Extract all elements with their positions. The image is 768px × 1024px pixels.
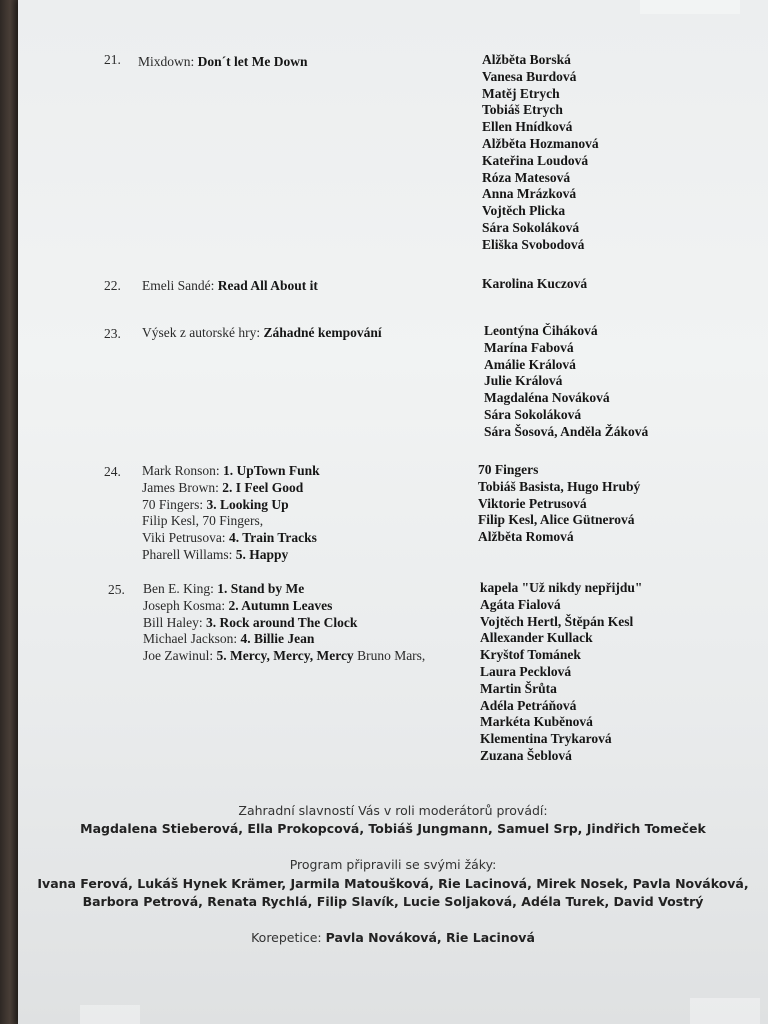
piece-line <box>142 497 320 514</box>
tape-strip <box>80 1005 140 1024</box>
performer-name: Magdaléna Nováková <box>484 390 610 406</box>
piece-line <box>143 631 425 648</box>
performer-name: Alžběta Borská <box>482 52 571 67</box>
performer-name: kapela "Už nikdy nepřijdu" <box>480 580 643 595</box>
performer-list <box>480 580 642 765</box>
piece-title: 3. Looking Up <box>206 496 289 512</box>
piece-line <box>142 463 320 480</box>
performer-name: Tobiáš Basista, Hugo Hrubý <box>478 478 641 494</box>
piece-title: 1. Stand by Me <box>217 581 305 596</box>
item-number: 22. <box>104 278 121 293</box>
piece-title: 4. Billie Jean <box>240 631 315 647</box>
performer-name: Amálie Králová <box>484 356 576 372</box>
piece-composer: Bill Haley: <box>143 614 206 630</box>
performer-name: Agáta Fialová <box>480 596 561 612</box>
performer-list <box>484 323 648 441</box>
piece-composer: Mixdown: <box>138 54 198 69</box>
performer-name: Allexander Kullack <box>480 630 593 646</box>
teachers-names-line1: Ivana Ferová, Lukáš Hynek Krämer, Jarmila Matoušková, Rie Lacinová, Mirek Nosek, Pavla Nováková, <box>37 876 749 891</box>
piece-composer: Výsek z autorské hry: <box>142 325 264 340</box>
piece-title: 5. Mercy, Mercy, Mercy <box>216 648 354 664</box>
piece-list <box>142 463 320 564</box>
teachers-label: Program připravili se svými žáky: <box>289 857 497 872</box>
korepetice-line <box>18 929 768 946</box>
piece-composer: 70 Fingers: <box>142 496 207 512</box>
performer-name: Anna Mrázková <box>482 186 577 202</box>
performer-list <box>478 462 640 546</box>
piece-line <box>142 530 320 547</box>
performer-name: Vanesa Burdová <box>482 68 577 84</box>
performer-name: Laura Pecklová <box>480 663 572 679</box>
performer-name: Sára Šosová, Anděla Žáková <box>484 423 649 439</box>
performer-name: Adéla Petráňová <box>480 697 577 713</box>
performer-name: Filip Kesl, Alice Gütnerová <box>478 512 635 528</box>
piece-composer: Emeli Sandé: <box>142 278 218 293</box>
piece-list <box>143 581 425 665</box>
performer-name: 70 Fingers <box>478 462 539 477</box>
performer-name: Tobiáš Etrych <box>482 102 563 118</box>
piece-line <box>138 54 308 70</box>
piece-composer: James Brown: <box>142 479 223 495</box>
performer-name: Marína Fabová <box>484 339 574 355</box>
piece-title: 5. Happy <box>235 546 289 562</box>
piece-title: Read All About it <box>217 278 318 293</box>
performer-name: Alžběta Hozmanová <box>482 135 599 151</box>
piece-composer: Joe Zawinul: <box>143 648 217 664</box>
piece-composer: Pharell Willams: <box>142 546 236 562</box>
piece-title: Záhadné kempování <box>263 325 382 340</box>
piece-composer: Mark Ronson: <box>142 463 223 478</box>
korepetice-label: Korepetice: <box>251 930 326 945</box>
piece-line <box>142 513 320 530</box>
piece-title: 1. UpTown Funk <box>223 463 320 478</box>
performer-name: Kryštof Tománek <box>480 647 581 663</box>
performer-name: Vojtěch Hertl, Štěpán Kesl <box>480 613 634 629</box>
performer-name: Viktorie Petrusová <box>478 495 587 511</box>
piece-composer: Filip Kesl, 70 Fingers, <box>142 513 264 529</box>
performer-name: Sára Sokoláková <box>484 406 582 422</box>
performer-name: Klementina Trykarová <box>480 731 612 747</box>
item-number: 24. <box>104 464 121 479</box>
piece-composer: Ben E. King: <box>143 581 218 596</box>
piece-line <box>142 325 382 341</box>
piece-line <box>142 480 320 497</box>
piece-composer: Viki Petrusova: <box>142 530 229 546</box>
piece-title: 2. Autumn Leaves <box>228 597 333 613</box>
piece-title: 2. I Feel Good <box>222 479 304 495</box>
performer-name: Alžběta Romová <box>478 529 574 545</box>
item-number: 21. <box>104 52 121 67</box>
piece-line <box>143 648 425 665</box>
item-number: 25. <box>108 582 125 597</box>
performer-name: Julie Králová <box>484 373 563 389</box>
performer-list <box>482 276 587 293</box>
performer-name: Zuzana Šeblová <box>480 747 572 763</box>
performer-name: Kateřina Loudová <box>482 152 589 168</box>
performer-name: Vojtěch Plicka <box>482 203 566 219</box>
performer-name: Ellen Hnídková <box>482 119 573 135</box>
piece-title: Don´t let Me Down <box>197 54 308 69</box>
performer-list <box>482 52 599 254</box>
performer-name: Matěj Etrych <box>482 85 560 101</box>
performer-name: Róza Matesová <box>482 169 571 185</box>
piece-line <box>142 547 320 564</box>
piece-line <box>142 278 318 294</box>
performer-name: Eliška Svobodová <box>482 236 585 252</box>
item-number: 23. <box>104 326 121 341</box>
moderators-label: Zahradní slavností Vás v roli moderátorů provádí: <box>238 803 548 818</box>
korepetice-names: Pavla Nováková, Rie Lacinová <box>325 930 535 945</box>
performer-name: Leontýna Čiháková <box>484 323 598 338</box>
piece-title: 3. Rock around The Clock <box>206 614 358 630</box>
performer-name: Markéta Kuběnová <box>480 714 593 730</box>
piece-line <box>143 598 425 615</box>
moderators-names: Magdalena Stieberová, Ella Prokopcová, Tobiáš Jungmann, Samuel Srp, Jindřich Tomeček <box>80 821 706 836</box>
piece-composer: Joseph Kosma: <box>143 597 229 613</box>
performer-name: Martin Šrůta <box>480 680 557 696</box>
piece-line <box>143 581 425 598</box>
performer-name: Karolina Kuczová <box>482 276 588 291</box>
tape-strip <box>640 0 740 14</box>
piece-composer-extra: Bruno Mars, <box>353 648 426 664</box>
piece-line <box>143 615 425 632</box>
performer-name: Sára Sokoláková <box>482 219 580 235</box>
piece-composer: Michael Jackson: <box>143 631 241 647</box>
tape-strip <box>690 998 760 1024</box>
teachers-names-line2: Barbora Petrová, Renata Rychlá, Filip Slavík, Lucie Soljaková, Adéla Turek, David Vostrý <box>82 894 704 909</box>
piece-title: 4. Train Tracks <box>228 530 317 546</box>
